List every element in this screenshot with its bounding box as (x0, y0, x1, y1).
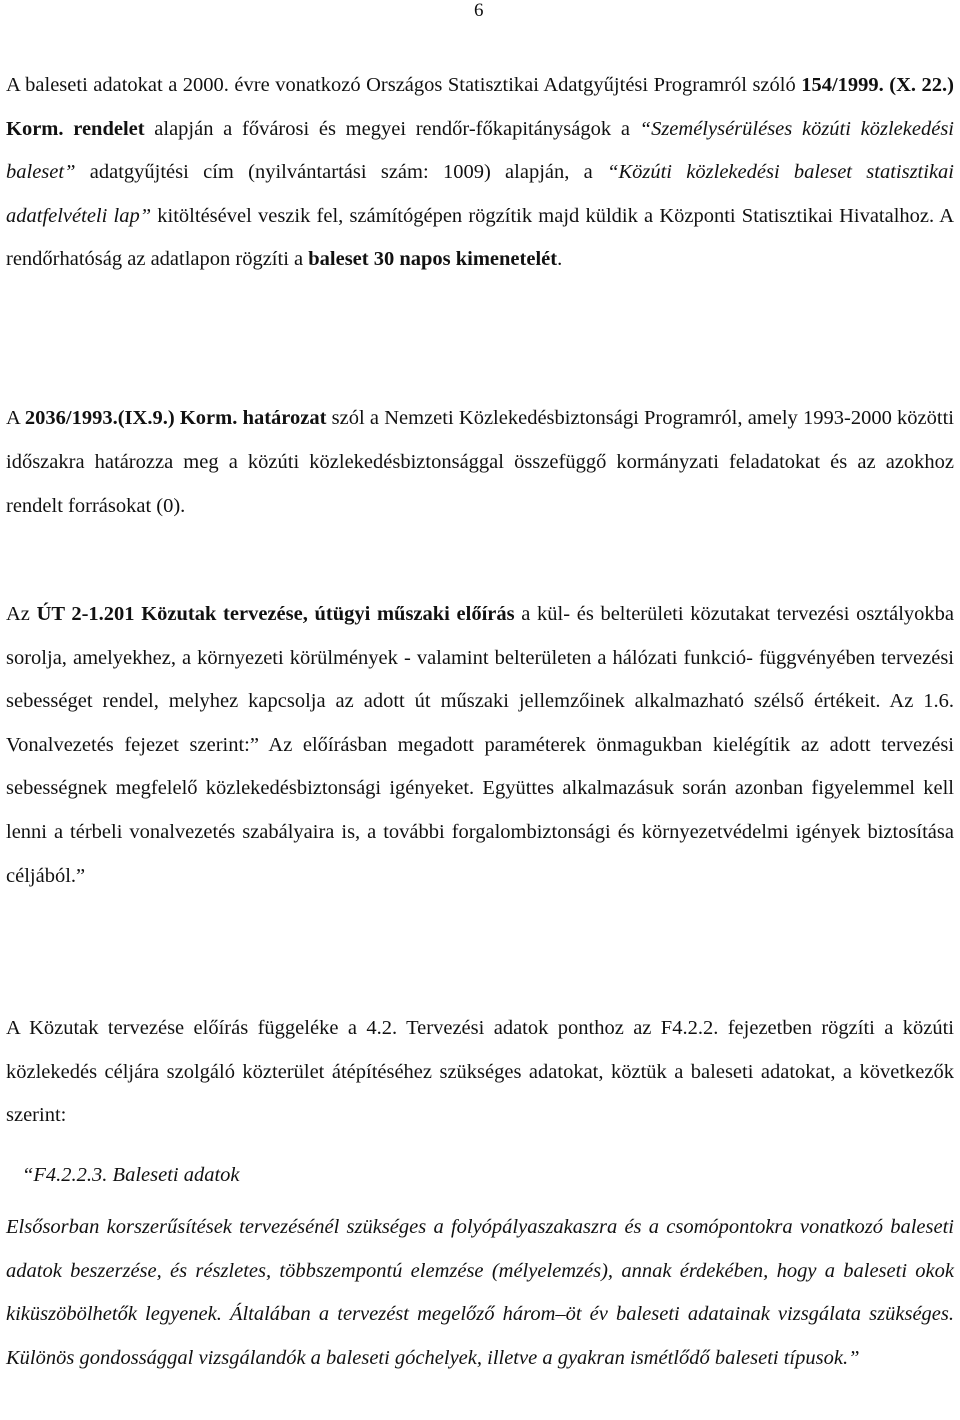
text-run: szól a Nemzeti Közlekedésbiztonsági Programról, amely 1993-2000 közötti időszakra határozza meg a közúti közlekedésbiztonsággal összefüggő kormányzati feladatokat és az azokhoz rendelt forrásokat (0). (6, 407, 954, 517)
text-run: alapján a fővárosi és megyei rendőr-főkapitányságok a (144, 117, 640, 140)
paragraph-safety-program (6, 396, 954, 528)
standard-reference: ÚT 2-1.201 Közutak tervezése, útügyi műszaki előírás (36, 603, 515, 625)
section-heading-text: “F4.2.2.3. Baleseti adatok (22, 1164, 240, 1186)
accident-outcome-emphasis: baleset 30 napos kimenetelét (308, 248, 558, 271)
quoted-text: Elsősorban korszerűsítések tervezésénél szükséges a folyópályaszakaszra és a csomópontokra vonatkozó baleseti adatok beszerzése, és részletes, többszempontú elemzése (mélyelemzés), annak érdekében, hogy a baleseti okok kiküszöbölhetők legyenek. Általában a tervezést megelőző három–öt év baleseti adatainak vizsgálata szükséges. Különös gondossággal vizsgálandók a baleseti góchelyek, illetve a gyakran ismétlődő baleseti típusok.” (6, 1216, 954, 1369)
text-run: A (6, 407, 25, 429)
resolution-reference: 2036/1993.(IX.9.) Korm. határozat (24, 407, 327, 429)
decree-reference: 154/1999. (X. 22.) Korm. rendelet (6, 74, 954, 140)
text-run: Az (6, 603, 37, 625)
text-run: A baleseti adatokat a 2000. évre vonatkozó Országos Statisztikai Adatgyűjtési Programról szóló (6, 74, 802, 96)
data-collection-title: “Személysérüléses közúti közlekedési baleset” (6, 117, 954, 184)
paragraph-statistics-decree (6, 64, 954, 282)
paragraph-accident-data-quote (6, 1206, 954, 1380)
text-run: a kül- és belterületi közutakat tervezési osztályokba sorolja, amelyekhez, a környezeti körülmények - valamint belterületen a hálózati funkció- függvényében tervezési sebességet rendel, melyhez kapcsolja az adott út műszaki jellemzőinek alkalmazható szélső értékeit. Az 1.6. Vonalvezetés fejezet szerint:” Az előírásban megadott paraméterek önmagukban kielégítik az adott tervezési sebességnek megfelelő közlekedésbiztonsági igényeket. Együttes alkalmazásuk során azonban figyelemmel kell lenni a térbeli vonalvezetés szabályaira is, a további forgalombiztonsági és környezetvédelmi igények biztosítása céljából.” (6, 603, 954, 887)
text-run: adatgyűjtési cím (nyilvántartási szám: 1009) alapján, a (75, 161, 608, 184)
paragraph-road-design-standard (6, 593, 954, 898)
page-number: 6 (474, 0, 484, 21)
form-title: “Közúti közlekedési baleset statisztikai adatfelvételi lap” (6, 161, 954, 227)
text-run: kitöltésével veszik fel, számítógépen rögzítik majd küldik a Központi Statisztikai Hivatalhoz. A rendőrhatóság az adatlapon rögzíti a (6, 204, 955, 271)
paragraph-appendix: A Közutak tervezése előírás függeléke a 4.2. Tervezési adatok ponthoz az F4.2.2. fejezetben rögzíti a közúti közlekedés céljára szolgáló közterület átépítéséhez szükséges adatokat, köztük a baleseti adatokat, a következők szerint: (6, 1017, 954, 1127)
text-run: . (557, 248, 563, 271)
section-heading-accident-data (22, 1153, 954, 1197)
